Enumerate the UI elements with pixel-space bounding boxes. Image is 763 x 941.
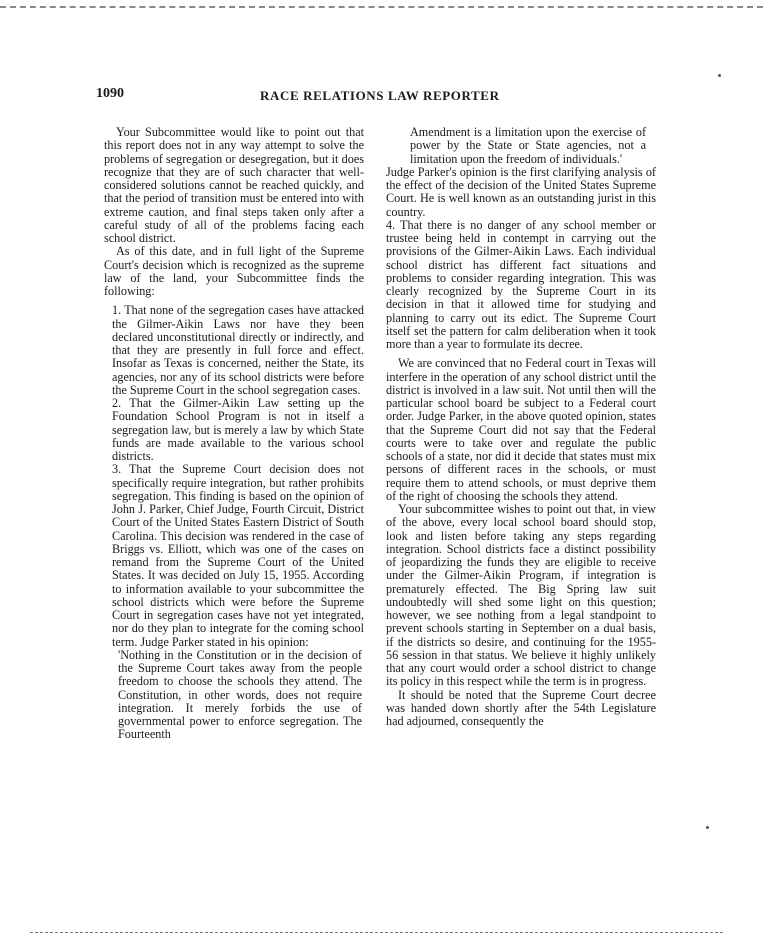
parker-quote: 'Nothing in the Constitution or in the decision of the Supreme Court takes away from the people freedom to choose the schools they attend. The Constitution, in other words, does not require integration. It merely forbids the use of governmental power to enforce segregation. The Fourteenth [118, 647, 362, 742]
finding-item-4: 4. That there is no danger of any school member or trustee being held in contempt in carrying out the provisions of the Gilmer-Aikin Laws. Each individual school district has different fact situations and problems to consider regarding integration. This was clearly recognized by the Supreme Court in its decision in that it allowed time for studying and planning to carry out its edict. The Supreme Court itself set the pattern for calm deliberation when it took more than a year to formulate its decree. [386, 217, 656, 351]
finding-item-3: 3. That the Supreme Court decision does not specifically require integration, but rather prohibits segregation. This finding is based on the opinion of John J. Parker, Chief Judge, Fourth Circuit, District Court of the United States Eastern District of South Carolina. This decision was rendered in the case of Briggs vs. Elliott, which was one of the cases on remand from the Supreme Court of the United States. It was decided on July 15, 1955. According to information available to your subcommittee the school districts which were before the Supreme Court in segregation cases have not yet integrated, nor do they plan to integrate for the coming school term. Judge Parker stated in his opinion: [112, 462, 364, 649]
running-head: RACE RELATIONS LAW REPORTER [260, 88, 500, 103]
page-bottom-edge [30, 930, 723, 933]
right-column [386, 126, 656, 728]
legislature-paragraph: It should be noted that the Supreme Court decree was handed down shortly after the 54th Legislature had adjourned, consequently the [386, 687, 656, 728]
scan-speck [706, 826, 709, 829]
finding-item-1: 1. That none of the segregation cases have attacked the Gilmer-Aikin Laws nor have they been declared unconstitutional directly or indirectly, and that they are presently in full force and effect. Insofar as Texas is concerned, neither the State, its agencies, nor any of its school districts were before the Supreme Court in the school segregation cases. [112, 303, 364, 397]
scan-speck [718, 74, 721, 77]
parker-opinion-paragraph: Judge Parker's opinion is the first clarifying analysis of the effect of the decision of the United States Supreme Court. He is well known as an outstanding jurist in this country. [386, 164, 656, 219]
page-top-edge [0, 6, 763, 8]
left-column [104, 126, 364, 742]
school-board-paragraph: Your subcommittee wishes to point out that, in view of the above, every local school board should stop, look and listen before taking any steps regarding integration. School districts face a distinct possibility of jeopardizing the funds they are eligible to receive under the Gilmer-Aikin Program, if integration is prematurely effected. The Big Spring law suit undoubtedly will shed some light on this question; however, we see nothing from a legal standpoint to prevent schools starting in September on a dual basis, if the districts so desire, and continuing for the 1955-56 session in that status. We believe it highly unlikely that any court would order a school district to change its policy in this respect while the term is in progress. [386, 502, 656, 689]
findings-paragraph: As of this date, and in full light of the Supreme Court's decision which is recognized as the supreme law of the land, your Subcommittee finds the following: [104, 244, 364, 298]
parker-quote-continued: Amendment is a limitation upon the exercise of power by the State or State agencies, not a limitation upon the freedom of individuals.' [410, 125, 646, 166]
finding-item-2: 2. That the Gilmer-Aikin Law setting up the Foundation School Program is not in itself a segregation law, but is merely a law by which State funds are made available to the various school districts. [112, 396, 364, 463]
intro-paragraph: Your Subcommittee would like to point out that this report does not in any way attempt to solve the problems of segregation or desegregation, but it does recognize that they are of such character that well-considered solutions cannot be reached quickly, and that the period of transition must be entered into with extreme caution, and final steps taken only after a careful study of all of the problems facing each school district. [104, 125, 364, 245]
page-number: 1090 [96, 86, 124, 101]
page-header [96, 86, 676, 106]
federal-court-paragraph: We are convinced that no Federal court in Texas will interfere in the operation of any school district until the district is involved in a law suit. Not until then will the particular school board be subject to a Federal court order. Judge Parker, in the above quoted opinion, states that the Supreme Court did not say that the Federal courts were to take over and regulate the public schools of a state, nor did it decide that states must mix persons of different races in the schools, or must require them to attend schools, or must deprive them of the right of choosing the schools they attend. [386, 356, 656, 503]
